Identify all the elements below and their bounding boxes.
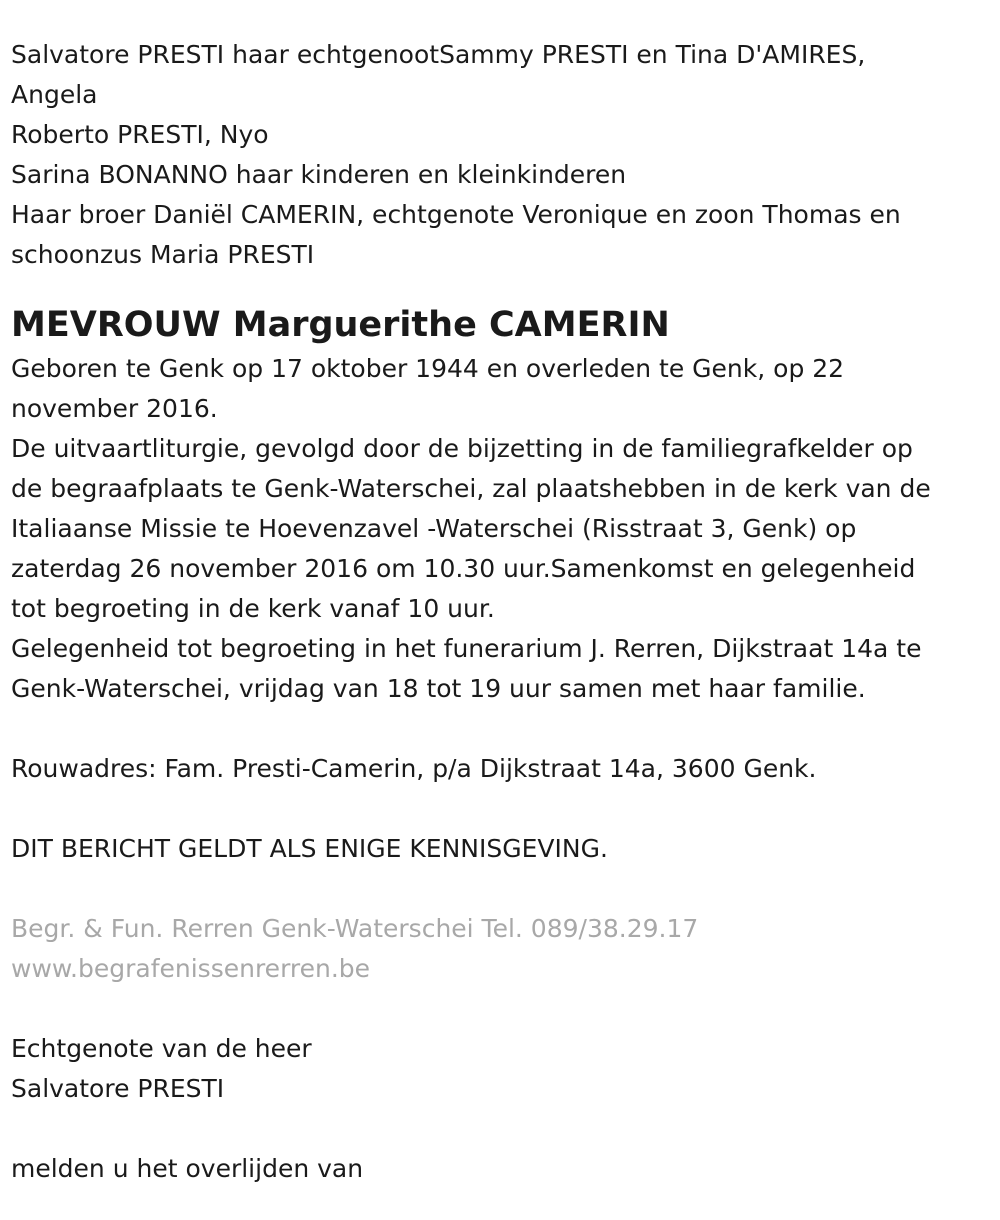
funeral-home-website: www.begrafenissenrerren.be [11, 954, 371, 983]
funeral-home-section [11, 909, 991, 989]
obituary-document [11, 35, 991, 1189]
closing-line: melden u het overlijden van [11, 1154, 364, 1183]
family-section [11, 35, 991, 275]
spouse-section [11, 1029, 991, 1109]
notice-statement: DIT BERICHT GELDT ALS ENIGE KENNISGEVING. [11, 834, 608, 863]
deceased-name-title: MEVROUW Marguerithe CAMERIN [11, 305, 670, 345]
details-line: Gelegenheid tot begroeting in het funerarium J. Rerren, Dijkstraat 14a te [11, 634, 922, 663]
details-line: november 2016. [11, 394, 218, 423]
details-line: Geboren te Genk op 17 oktober 1944 en overleden te Genk, op 22 [11, 354, 845, 383]
family-line: Angela [11, 80, 98, 109]
spouse-line: Salvatore PRESTI [11, 1074, 225, 1103]
family-line: Haar broer Daniël CAMERIN, echtgenote Veronique en zoon Thomas en [11, 200, 901, 229]
funeral-home-contact: Begr. & Fun. Rerren Genk-Waterschei Tel. 089/38.29.17 [11, 914, 699, 943]
family-line: Roberto PRESTI, Nyo [11, 120, 269, 149]
details-line: De uitvaartliturgie, gevolgd door de bijzetting in de familiegrafkelder op [11, 434, 913, 463]
family-line: Sarina BONANNO haar kinderen en kleinkinderen [11, 160, 627, 189]
spouse-line: Echtgenote van de heer [11, 1034, 312, 1063]
family-line: schoonzus Maria PRESTI [11, 240, 315, 269]
family-line: Salvatore PRESTI haar echtgenootSammy PRESTI en Tina D'AMIRES, [11, 40, 866, 69]
details-section [11, 349, 991, 709]
details-line: Genk-Waterschei, vrijdag van 18 tot 19 uur samen met haar familie. [11, 674, 866, 703]
details-line: zaterdag 26 november 2016 om 10.30 uur.Samenkomst en gelegenheid [11, 554, 916, 583]
details-line: de begraafplaats te Genk-Waterschei, zal plaatshebben in de kerk van de [11, 474, 931, 503]
mourning-address: Rouwadres: Fam. Presti-Camerin, p/a Dijkstraat 14a, 3600 Genk. [11, 754, 817, 783]
details-line: tot begroeting in de kerk vanaf 10 uur. [11, 594, 495, 623]
details-line: Italiaanse Missie te Hoevenzavel -Waterschei (Risstraat 3, Genk) op [11, 514, 857, 543]
